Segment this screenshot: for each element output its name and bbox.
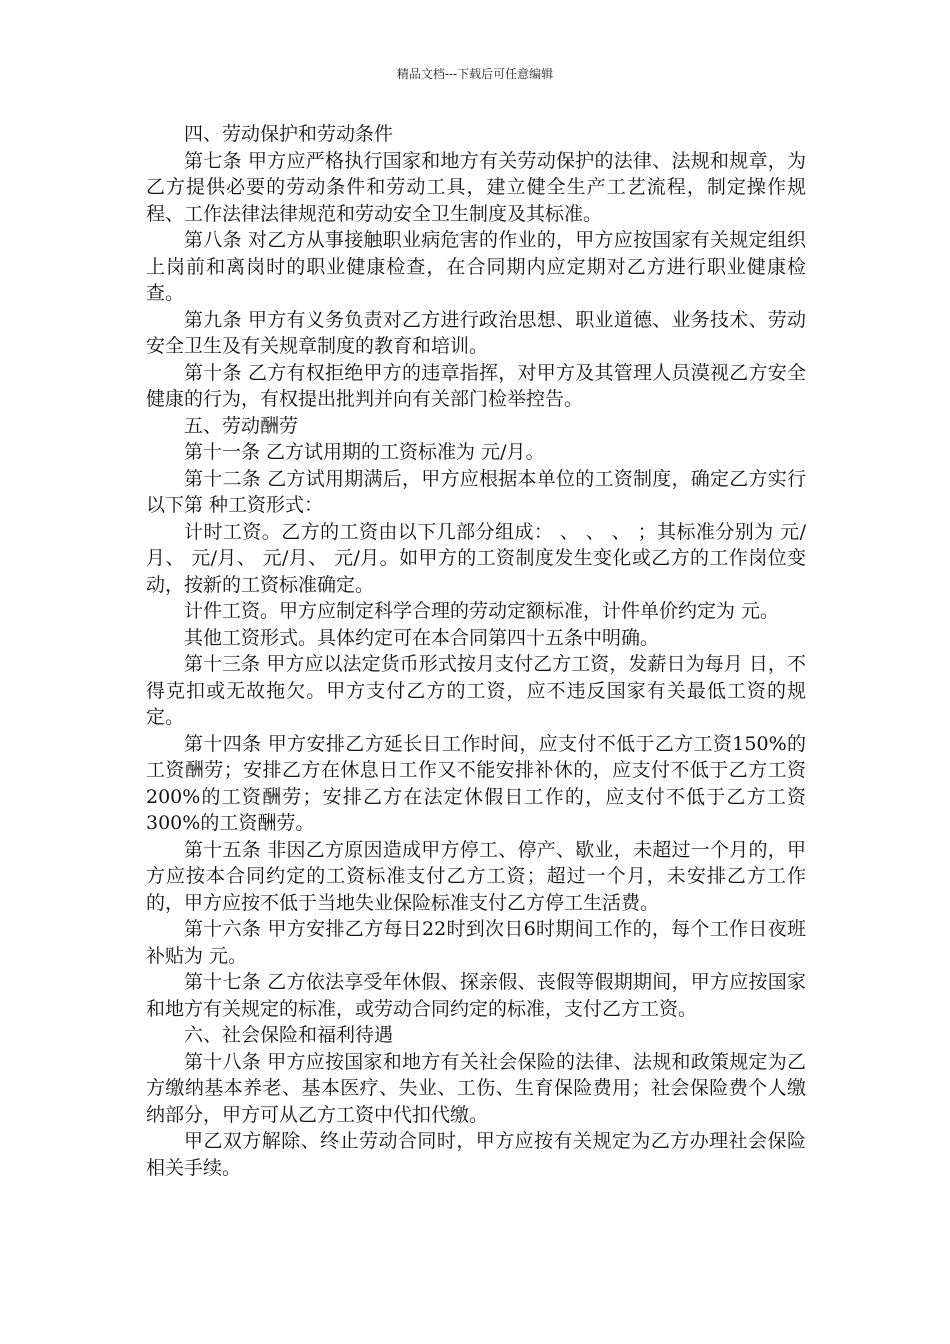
- article-12: 第十二条 乙方试用期满后，甲方应根据本单位的工资制度，确定乙方实行以下第 种工资形式：: [146, 467, 806, 516]
- page-header: 精品文档---下载后可任意编辑: [396, 67, 554, 81]
- article-11: 第十一条 乙方试用期的工资标准为 元/月。: [184, 441, 545, 463]
- section-heading-labor-protection: 四、劳动保护和劳动条件: [184, 123, 394, 145]
- article-15: 第十五条 非因乙方原因造成甲方停工、停产、歇业，未超过一个月的，甲方应按本合同约定的工资标准支付乙方工资；超过一个月，未安排乙方工作的，甲方应按不低于当地失业保险标准支付乙方停工生活费。: [146, 838, 806, 914]
- other-wage-paragraph: 其他工资形式。具体约定可在本合同第四十五条中明确。: [184, 626, 660, 649]
- section-heading-social-insurance: 六、社会保险和福利待遇: [184, 1024, 394, 1046]
- document-body: [146, 121, 806, 1181]
- article-16: 第十六条 甲方安排乙方每日22时到次日6时期间工作的，每个工作日夜班补贴为 元。: [146, 918, 806, 967]
- section-heading-remuneration: 五、劳动酬劳: [184, 414, 299, 437]
- article-13: 第十三条 甲方应以法定货币形式按月支付乙方工资，发薪日为每月 日，不得克扣或无故拖欠。甲方支付乙方的工资，应不违反国家有关最低工资的规定。: [146, 653, 806, 728]
- piece-wage-paragraph: 计件工资。甲方应制定科学合理的劳动定额标准，计件单价约定为 元。: [184, 600, 780, 622]
- time-wage-paragraph: 计时工资。乙方的工资由以下几部分组成： 、 、 、 ；其标准分别为 元/月、 元/月、 元/月、 元/月。如甲方的工资制度发生变化或乙方的工作岗位变动，按新的工资标准确定。: [146, 520, 806, 596]
- termination-insurance-paragraph: 甲乙双方解除、终止劳动合同时，甲方应按有关规定为乙方办理社会保险相关手续。: [146, 1130, 806, 1179]
- article-7: 第七条 甲方应严格执行国家和地方有关劳动保护的法律、法规和规章，为乙方提供必要的劳动条件和劳动工具，建立健全生产工艺流程，制定操作规程、工作法律法律规范和劳动安全卫生制度及其标准。: [146, 149, 806, 225]
- article-10: 第十条 乙方有权拒绝甲方的违章指挥，对甲方及其管理人员漠视乙方安全健康的行为，有权提出批判并向有关部门检举控告。: [146, 361, 806, 410]
- article-14: 第十四条 甲方安排乙方延长日工作时间，应支付不低于乙方工资150%的工资酬劳；安排乙方在休息日工作又不能安排补休的，应支付不低于乙方工资200%的工资酬劳；安排乙方在法定休假日工作的，应支付不低于乙方工资300%的工资酬劳。: [146, 732, 806, 834]
- article-18: 第十八条 甲方应按国家和地方有关社会保险的法律、法规和政策规定为乙方缴纳基本养老、基本医疗、失业、工伤、生育保险费用；社会保险费个人缴纳部分，甲方可从乙方工资中代扣代缴。: [146, 1050, 806, 1126]
- article-8: 第八条 对乙方从事接触职业病危害的作业的，甲方应按国家有关规定组织上岗前和离岗时的职业健康检查，在合同期内应定期对乙方进行职业健康检查。: [146, 229, 806, 304]
- article-17: 第十七条 乙方依法享受年休假、探亲假、丧假等假期期间，甲方应按国家和地方有关规定的标准，或劳动合同约定的标准，支付乙方工资。: [146, 971, 806, 1020]
- article-9: 第九条 甲方有义务负责对乙方进行政治思想、职业道德、业务技术、劳动安全卫生及有关规章制度的教育和培训。: [146, 308, 806, 357]
